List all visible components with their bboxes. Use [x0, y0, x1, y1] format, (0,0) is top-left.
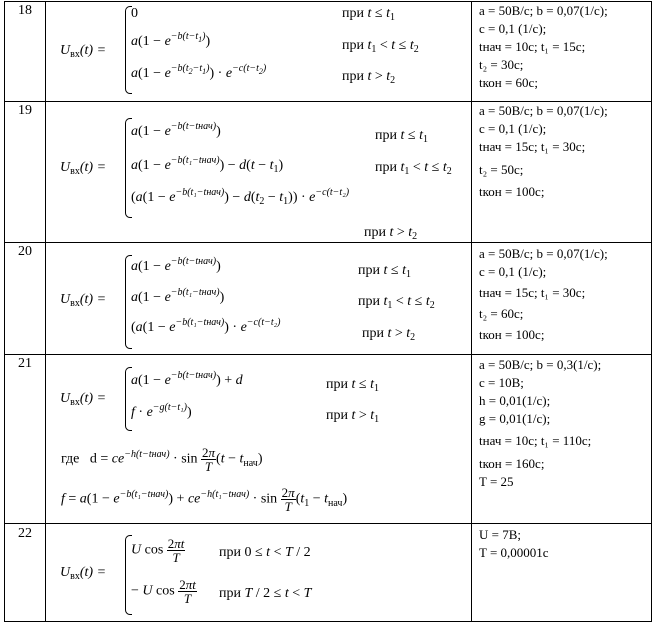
case-expression: 0: [131, 6, 138, 21]
row-number: 19: [18, 103, 32, 118]
param-line: t₂ = 50с;: [479, 162, 524, 177]
param-line: a = 50В/с; b = 0,07(1/с);: [479, 246, 608, 261]
param-line: tкон = 160с;: [479, 456, 545, 471]
case-condition: при $t \le t_1$: [342, 6, 395, 23]
param-line: c = 0,1 (1/с);: [479, 21, 547, 36]
param-line: g = 0,01(1/с);: [479, 411, 551, 426]
lhs-argument: (t) =: [79, 43, 107, 58]
case-condition: при $t > t_2$: [362, 326, 416, 343]
lhs-label: [60, 160, 106, 177]
param-line: a = 50В/с; b = 0,3(1/с);: [479, 357, 602, 372]
case-condition: при $t_1 < t \le t_2$: [342, 38, 419, 55]
lhs-label: [60, 43, 106, 60]
case-expression: $a(1 - e^{-b(t2-t1)}) \cdot e^{-c(t-t2)}$: [131, 63, 267, 81]
case-condition: при $t \le t_1$: [326, 377, 379, 394]
column-divider: [651, 1, 652, 622]
param-line: a = 50В/с; b = 0,07(1/с);: [479, 3, 608, 18]
param-line: c = 0,1 (1/с);: [479, 121, 547, 136]
lhs-symbol: U: [60, 391, 71, 406]
param-line: U = 7В;: [479, 527, 522, 542]
case-condition: при $t \le t_1$: [358, 263, 411, 280]
case-condition: при $t > t_1$: [326, 408, 380, 425]
case-expression: $a(1 - e^{-b(t-tнач)})$: [131, 121, 221, 139]
lhs-symbol: U: [60, 292, 71, 307]
case-expression: $f \cdot e^{-g(t-t_1)}$): [131, 402, 192, 420]
param-line: a = 50В/с; b = 0,07(1/с);: [479, 103, 608, 118]
row-divider: [4, 523, 651, 524]
param-line: tкон = 100с;: [479, 184, 545, 199]
lhs-argument: (t) =: [79, 391, 107, 406]
row-number: 22: [18, 526, 32, 541]
case-expression: $a(1 - e^{-b(t-t1)})$: [131, 31, 211, 49]
case-expression: $(a(1 - e^{-b(t_1-tнач)}) - d(t_2 - t_1)) \cdot e^{-c(t-t_2)}$: [131, 187, 350, 207]
param-line: tкон = 100с;: [479, 327, 545, 342]
lhs-subscript: вх: [70, 571, 80, 582]
param-line: t₂ = 60с;: [479, 306, 524, 321]
row-divider: [4, 354, 651, 355]
lhs-argument: (t) =: [79, 160, 107, 175]
case-condition: при $t \le t_1$: [375, 128, 428, 145]
lhs-subscript: вх: [70, 298, 80, 309]
lhs-symbol: U: [60, 43, 71, 58]
lhs-subscript: вх: [70, 49, 80, 60]
param-line: t₂ = 30с;: [479, 57, 524, 72]
case-condition: при $t_1 < t \le t_2$: [358, 294, 435, 311]
case-expression: $a(1 - e^{-b(t-tнач)}) + d$: [131, 370, 243, 388]
lhs-symbol: U: [60, 565, 71, 580]
param-line: c = 10В;: [479, 375, 524, 390]
param-line: h = 0,01(1/с);: [479, 393, 551, 408]
param-line: T = 0,00001с: [479, 545, 549, 560]
param-line: tнач = 10с; t₁ = 110с;: [479, 433, 592, 448]
case-expression: U cos $\frac{2\pi t}{T}$: [131, 536, 185, 565]
case-condition: при $t > t_2$: [364, 225, 418, 242]
param-line: tкон = 60с;: [479, 75, 538, 90]
case-expression: ($a(1 - e^{-b(t_1-tнач)}) \cdot e^{-c(t-t_2)}$: [131, 317, 281, 335]
lhs-argument: (t) =: [79, 565, 107, 580]
param-line: tнач = 15с; t₁ = 30с;: [479, 139, 586, 154]
param-line: c = 0,1 (1/с);: [479, 264, 547, 279]
lhs-label: [60, 391, 106, 408]
case-condition: при $t > t_2$: [342, 69, 396, 86]
where-d-formula: где $d = ce^{-h(t-tнач)} \cdot \sin$ $\frac{2\pi}{T}$ $(t - t_{нач})$: [61, 445, 263, 474]
lhs-subscript: вх: [70, 166, 80, 177]
lhs-label: [60, 292, 106, 309]
lhs-label: [60, 565, 106, 582]
column-divider: [471, 1, 472, 622]
row-divider: [4, 242, 651, 243]
case-expression: $a(1 - e^{-b(t_1-tнач)})$: [131, 287, 225, 305]
case-expression: $a(1 - e^{-b(t_1-tнач)}) - d(t - t_1)$: [131, 155, 284, 175]
case-expression: − U cos $\frac{2\pi t}{T}$: [131, 577, 196, 606]
column-divider: [45, 1, 46, 622]
row-number: 21: [18, 356, 32, 371]
case-condition: при $t_1 < t \le t_2$: [375, 160, 452, 177]
row-divider: [4, 621, 651, 622]
lhs-argument: (t) =: [79, 292, 107, 307]
case-expression: $a(1 - e^{-b(t-tнач)})$: [131, 256, 221, 274]
param-line: T = 25: [479, 474, 514, 489]
param-line: tнач = 15с; t₁ = 30с;: [479, 285, 586, 300]
where-f-formula: $f = a(1 - e^{-b(t_1-tнач)}) + ce^{-h(t_1-tнач)} \cdot \sin$ $\frac{2\pi}{T}$ $(t_1 - t_{нач})$: [61, 485, 348, 514]
lhs-symbol: U: [60, 160, 71, 175]
row-number: 18: [18, 3, 32, 18]
case-condition: при T / 2 ≤ t < T: [219, 586, 312, 601]
case-condition: при 0 ≤ t < T / 2: [219, 545, 311, 560]
param-line: tнач = 10с; t₁ = 15с;: [479, 39, 586, 54]
lhs-subscript: вх: [70, 397, 80, 408]
row-number: 20: [18, 244, 32, 259]
